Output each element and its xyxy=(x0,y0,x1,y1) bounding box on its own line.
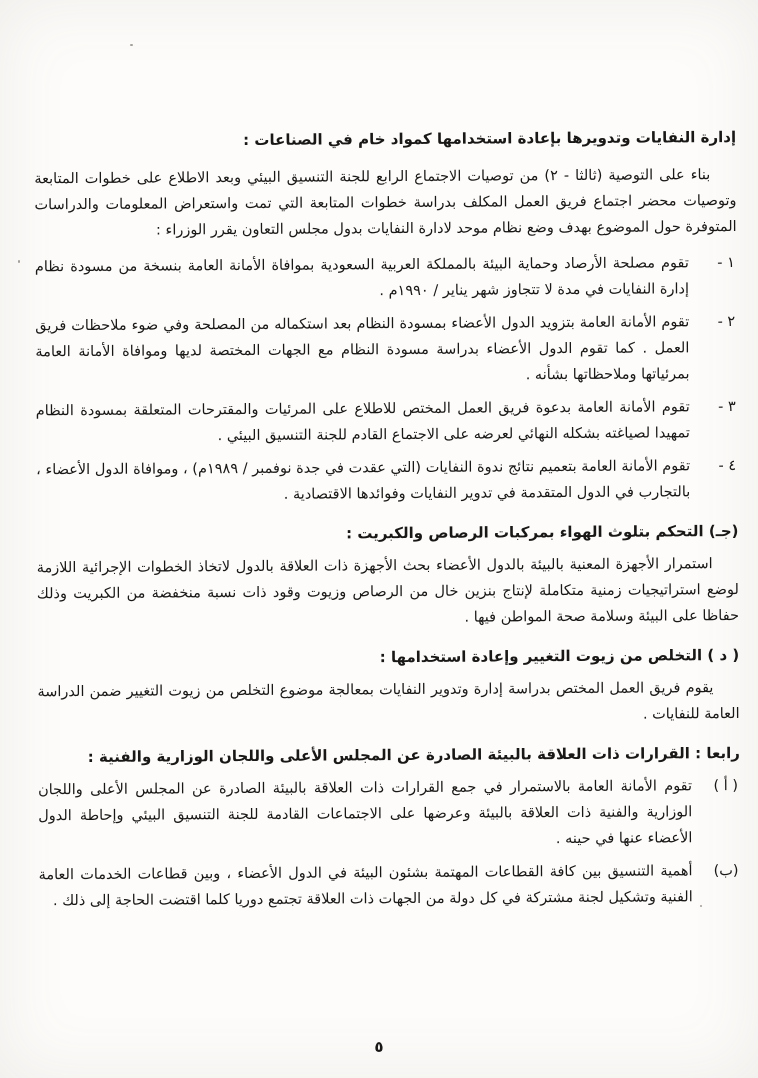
item-number-2: ٢ - xyxy=(717,314,736,331)
document-body xyxy=(34,124,741,921)
heading-decisions: رابعا : القرارات ذات العلاقة بالبيئة الصادرة عن المجلس الأعلى واللجان الوزارية والفنية : xyxy=(87,743,740,766)
item-text-4: تقوم الأمانة العامة بتعميم نتائج ندوة النفايات (التي عقدت في جدة نوفمبر / ١٩٨٩م) ، وموافاة الدول الأعضاء ، بالتجارب في الدول المتقدمة في تدوير النفايات وفوائدها الاقتصادية . xyxy=(36,458,691,503)
item-letter-b: (ب) xyxy=(713,862,739,880)
numbered-item-3 xyxy=(36,394,738,450)
item-number-4: ٤ - xyxy=(718,458,737,475)
item-number-1: ١ - xyxy=(717,255,735,272)
item-number-3: ٣ - xyxy=(718,399,736,416)
numbered-item-2 xyxy=(35,309,737,391)
heading-oil-disposal: ( د ) التخلص من زيوت التغيير وإعادة استخدامها : xyxy=(379,645,740,667)
lettered-item-b xyxy=(38,858,740,914)
lettered-list xyxy=(38,773,741,914)
item-text-b: أهمية التنسيق بين كافة القطاعات المهتمة بشئون البيئة في الدول الأعضاء ، وبين قطاعات الخدمات العامة الفنية وتشكيل لجنة مشتركة في كل دولة من الجهات ذات العلاقة تجتمع دوريا كلما اقتضت الحاجة إلى ذلك . xyxy=(38,863,693,910)
item-text-1: تقوم مصلحة الأرصاد وحماية البيئة بالمملكة العربية السعودية بموافاة الأمانة العامة بنسخة من مسودة نظام إدارة النفايات في مدة لا تتجاوز شهر يناير / ١٩٩٠م . xyxy=(34,255,690,300)
page-number: ٥ xyxy=(374,1038,384,1056)
heading-air-pollution: (جـ) التحكم بتلوث الهواء بمركبات الرصاص والكبريت : xyxy=(346,521,739,543)
numbered-item-4 xyxy=(36,453,738,509)
scan-speck xyxy=(130,44,133,46)
heading-waste-management: إدارة النفايات وتدويرها بإعادة استخدامها كمواد خام في الصناعات : xyxy=(243,127,737,150)
air-pollution-paragraph: استمرار الأجهزة المعنية بالبيئة بالدول الأعضاء بحث الأجهزة ذات العلاقة بالدول لاتخاذ الخطوات الإجرائية اللازمة لوضع استراتيجيات زمنية متكاملة لإنتاج بنزين خال من الرصاص وزيوت وقود ذات نسبة منخفضة من الكبريت وذلك حفاظا على البيئة وسلامة صحة المواطن فيها . xyxy=(36,556,740,626)
intro-paragraph: بناء على التوصية (ثالثا - ٢) من توصيات الاجتماع الرابع للجنة التنسيق البيئي وبعد الاطلاع على خطوات المتابعة وتوصيات محضر اجتماع فريق العمل المكلف بدراسة خطوات المتابعة التي تمت واستعراض المعلومات والدراسات المتوفرة حول الموضوع بهدف وضع نظام موحد لادارة النفايات بدول مجلس التعاون يقرر الوزراء : xyxy=(34,167,737,239)
lettered-item-a xyxy=(38,773,740,855)
scan-speck xyxy=(18,260,20,263)
numbered-item-1 xyxy=(35,250,737,306)
item-letter-a: ( أ ) xyxy=(713,778,739,795)
item-text-a: تقوم الأمانة العامة بالاستمرار في جمع القرارات ذات العلاقة بالبيئة الصادرة عن المجلس الأعلى واللجان الوزارية والفنية ذات العلاقة بالبيئة وعرضها على الاجتماعات القادمة للجنة التنسيق البيئي وإحاطة الدول الأعضاء عنها في حينه . xyxy=(38,778,693,848)
oil-disposal-paragraph: يقوم فريق العمل المختص بدراسة إدارة وتدوير النفايات بمعالجة موضوع التخلص من زيوت التغيير ضمن الدراسة العامة للنفايات . xyxy=(37,680,740,723)
item-text-2: تقوم الأمانة العامة بتزويد الدول الأعضاء بمسودة النظام بعد استكماله من المصلحة وفي ضوء ملاحظات فريق العمل . كما تقوم الدول الأعضاء بدراسة مسودة النظام مع الجهات المختصة لديها وموافاة الأمانة العامة بمرئياتها وملاحظاتها بشأنه . xyxy=(35,314,690,384)
numbered-list xyxy=(35,250,739,509)
item-text-3: تقوم الأمانة العامة بدعوة فريق العمل المختص للاطلاع على المرئيات والمقترحات المتعلقة بمسودة النظام تمهيدا لصياغته بشكله النهائي لعرضه على الاجتماع القادم للجنة التنسيق البيئي . xyxy=(35,399,690,445)
